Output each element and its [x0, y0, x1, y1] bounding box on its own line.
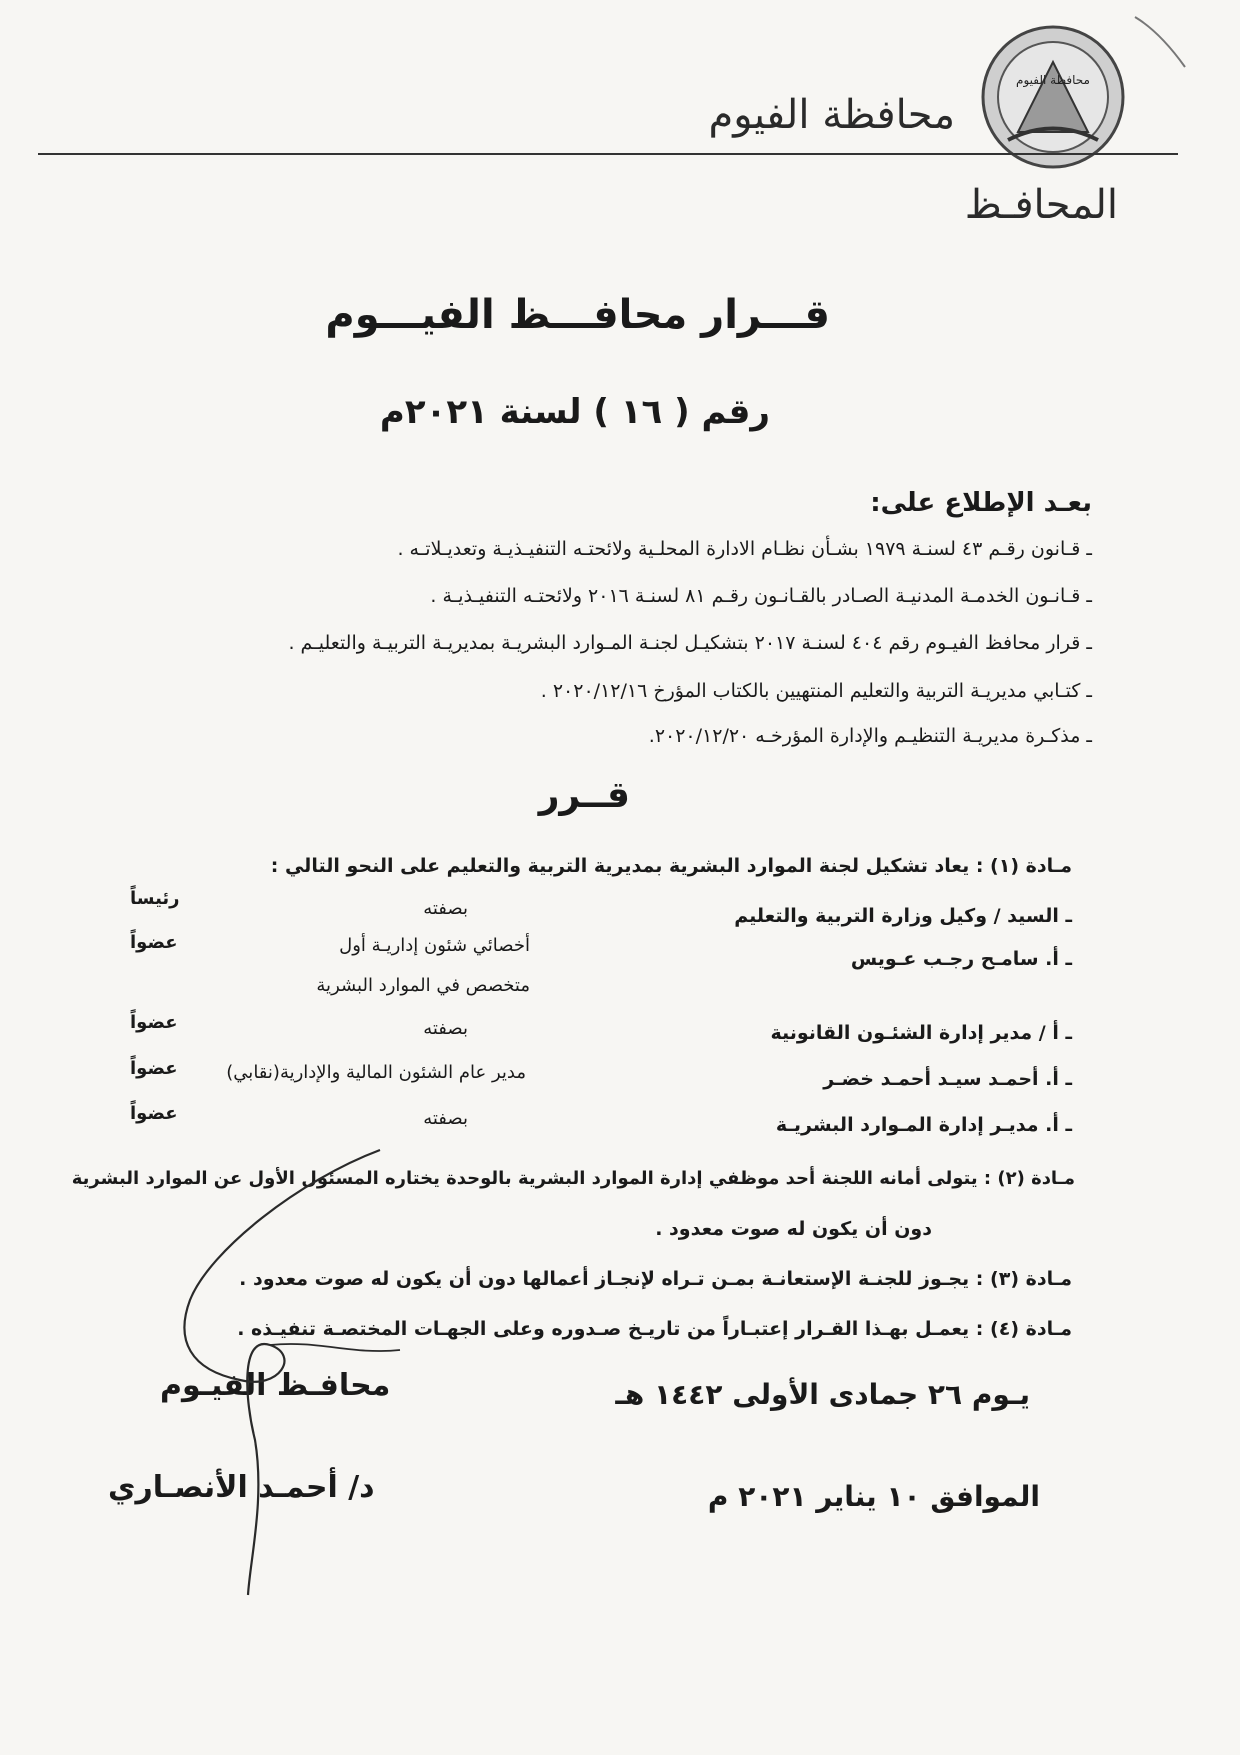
article-2: مـادة (٢) : يتولى أمانه اللجنة أحد موظفي إدارة الموارد البشرية بالوحدة يختاره المسئول الأول عن الموارد البشرية: [71, 1168, 1075, 1189]
preamble-heading: بعـد الإطلاع على:: [870, 488, 1092, 518]
member-capacity: بصفته: [423, 1018, 468, 1039]
member-role: عضواً: [130, 1012, 178, 1033]
member-role: رئيساً: [130, 888, 180, 909]
corner-pen-mark-icon: [1130, 12, 1190, 72]
decided-heading: قــرر: [538, 775, 630, 816]
reference-item: ـ قـانـون الخدمـة المدنيـة الصـادر بالقـانـون رقـم ٨١ لسنـة ٢٠١٦ ولائحتـه التنفيـذيـة .: [430, 585, 1092, 607]
member-role: عضواً: [130, 1058, 178, 1079]
reference-item: ـ قـانون رقـم ٤٣ لسنـة ١٩٧٩ بشـأن نظـام الادارة المحلـية ولائحتـه التنفيـذيـة وتعديـلاتـه .: [397, 538, 1092, 560]
signatory-name: د/ أحمـد الأنصـاري: [108, 1470, 375, 1505]
member-capacity-line2: متخصص في الموارد البشرية: [316, 975, 530, 996]
member-capacity: بصفته: [423, 898, 468, 919]
article-4: مـادة (٤) : يعمـل بهـذا القـرار إعتبـاراً من تاريـخ صـدوره وعلى الجهـات المختصـة تنفيـذه .: [237, 1318, 1072, 1340]
member-role: عضواً: [130, 932, 178, 953]
member-capacity: مدير عام الشئون المالية والإدارية(نقابي): [226, 1062, 526, 1083]
article-1: مـادة (١) : يعاد تشكيل لجنة الموارد البشرية بمديرية التربية والتعليم على النحو التالي :: [270, 855, 1072, 877]
governorate-seal-icon: [978, 22, 1128, 172]
article-2-continued: دون أن يكون له صوت معدود .: [655, 1218, 932, 1240]
article-3: مـادة (٣) : يجـوز للجنـة الإستعانـة بمـن تـراه لإنجـاز أعمالها دون أن يكون له صوت معدود .: [239, 1268, 1072, 1290]
member-role: عضواً: [130, 1103, 178, 1124]
member-capacity: بصفته: [423, 1108, 468, 1129]
reference-item: ـ مذكـرة مديريـة التنظيـم والإدارة المؤرخـه ٢٠٢٠/١٢/٢٠.: [648, 725, 1092, 747]
member-capacity: أخصائي شئون إداريـة أول: [339, 935, 530, 956]
member-name: ـ السيد / وكيل وزارة التربية والتعليم: [734, 905, 1072, 927]
header-divider: [38, 153, 1178, 155]
member-name: ـ أ. سامـح رجـب عـويس: [850, 948, 1072, 970]
decision-number: رقم ( ١٦ ) لسنة ٢٠٢١م: [379, 392, 770, 432]
governorate-name: محافظة الفيوم: [708, 92, 955, 138]
reference-item: ـ قرار محافظ الفيـوم رقم ٤٠٤ لسنـة ٢٠١٧ بتشكيـل لجنـة المـوارد البشريـة بمديريـة التربيـة والتعليـم .: [288, 632, 1092, 654]
seal-text: محافظة الفيوم: [1016, 73, 1090, 87]
member-name: ـ أ / مدير إدارة الشئـون القانونية: [770, 1022, 1072, 1044]
member-name: ـ أ. أحمـد سيـد أحمـد خضـر: [823, 1068, 1072, 1090]
governor-title: المحافـظ: [964, 182, 1118, 228]
member-name: ـ أ. مديـر إدارة المـوارد البشريـة: [775, 1114, 1072, 1136]
hijri-date: يـوم ٢٦ جمادى الأولى ١٤٤٢ هـ: [615, 1378, 1030, 1411]
decision-title: قـــرار محافـــظ الفيـــوم: [325, 292, 830, 338]
signatory-title: محافـظ الفيـوم: [160, 1368, 391, 1403]
reference-item: ـ كتـابي مديريـة التربية والتعليم المنتهيين بالكتاب المؤرخ ٢٠٢٠/١٢/١٦ .: [540, 680, 1092, 702]
gregorian-date: الموافق ١٠ يناير ٢٠٢١ م: [707, 1480, 1040, 1513]
